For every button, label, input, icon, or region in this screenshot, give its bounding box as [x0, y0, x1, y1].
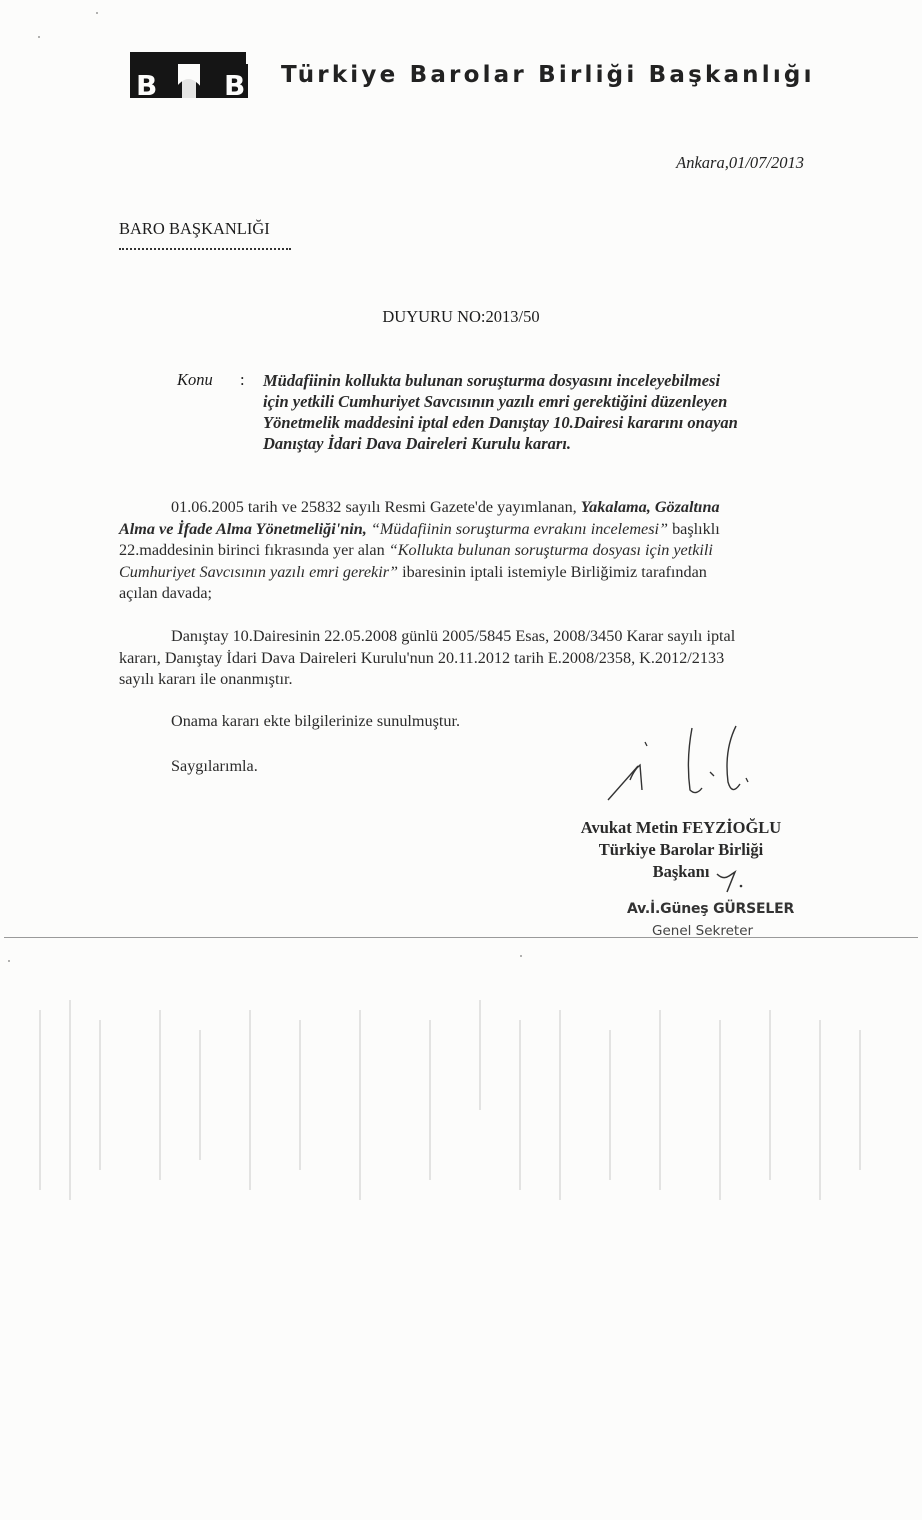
subject-line: Danıştay İdari Dava Daireleri Kurulu kararı. [263, 434, 572, 453]
subject-line: Yönetmelik maddesini iptal eden Danıştay 10.Dairesi kararını onayan [263, 413, 738, 432]
regulation-title: Yakalama, Gözaltına [580, 498, 720, 516]
paragraph-line: kararı, Danıştay İdari Dava Daireleri Kurulu'nun 20.11.2012 tarih E.2008/2358, K.2012/2133 [119, 648, 725, 667]
paragraph-line: sayılı kararı ile onanmıştır. [119, 670, 293, 688]
logo-letter-left: B [136, 69, 158, 100]
text-run: ibaresinin iptali istemiyle Birliğimiz tarafından [398, 562, 707, 581]
regulation-title: Alma ve İfade Alma Yönetmeliği'nin, [119, 519, 367, 538]
signer-organization: Türkiye Barolar Birliği [598, 840, 764, 859]
paragraph-line: açılan davada; [119, 584, 213, 602]
reverse-side-bleed [0, 940, 922, 1270]
body-paragraph-1 [119, 497, 803, 605]
text-run: başlıklı [668, 519, 720, 538]
handwritten-initial-icon [713, 862, 753, 896]
paper-speck [520, 955, 522, 957]
paper-speck [38, 36, 40, 38]
quoted-clause: Cumhuriyet Savcısının yazılı emri gerekir” [119, 562, 399, 581]
paper-speck [96, 12, 98, 14]
signer-role: Başkanı [652, 862, 710, 881]
text-run: 22.maddesinin birinci fıkrasında yer alan [119, 541, 389, 559]
body-paragraph-2 [119, 626, 803, 691]
quoted-clause: “Kollukta bulunan soruşturma dosyası için yetkili [388, 541, 713, 559]
stamp-name: Av.İ.Güneş GÜRSELER [627, 901, 795, 917]
paragraph-line [119, 497, 803, 519]
subject-line: Müdafiinin kollukta bulunan soruşturma dosyasını inceleyebilmesi [263, 371, 721, 390]
page-fold-line [4, 937, 918, 938]
subject-text [263, 370, 798, 454]
paragraph-line [119, 519, 803, 541]
subject-label: Konu [177, 370, 213, 389]
organization-title: Türkiye Barolar Birliği Başkanlığı [281, 62, 815, 88]
logo-letter-right: B [224, 69, 246, 100]
subject-line: için yetkili Cumhuriyet Savcısının yazılı emri gerektiğini düzenleyen [263, 392, 728, 411]
notice-number-text: DUYURU NO:2013/50 [382, 307, 540, 326]
paragraph-line [119, 540, 803, 562]
subject-colon: : [240, 370, 245, 389]
tbb-logo [130, 48, 250, 100]
notice-number [0, 307, 922, 327]
handwritten-signature-icon [590, 720, 770, 820]
signer-name: Avukat Metin FEYZİOĞLU [580, 818, 782, 837]
recipient: BARO BAŞKANLIĞI [119, 219, 270, 238]
article-title: “Müdafiinin soruşturma evrakını incelemesi” [366, 519, 669, 538]
paragraph-line [119, 562, 803, 584]
document-date: Ankara,01/07/2013 [676, 153, 804, 172]
paper-speck [8, 960, 10, 962]
text-run: 01.06.2005 tarih ve 25832 sayılı Resmi Gazete'de yayımlanan, [171, 498, 581, 516]
paragraph-line: Onama kararı ekte bilgilerinize sunulmuştur. [171, 712, 461, 730]
paragraph-line: Danıştay 10.Dairesinin 22.05.2008 günlü 2005/5845 Esas, 2008/3450 Karar sayılı iptal [171, 627, 736, 645]
paragraph-line: Saygılarımla. [171, 757, 258, 775]
stamp-title: Genel Sekreter [652, 923, 754, 939]
signer-block [555, 817, 807, 883]
recipient-dotted-line [119, 248, 291, 250]
